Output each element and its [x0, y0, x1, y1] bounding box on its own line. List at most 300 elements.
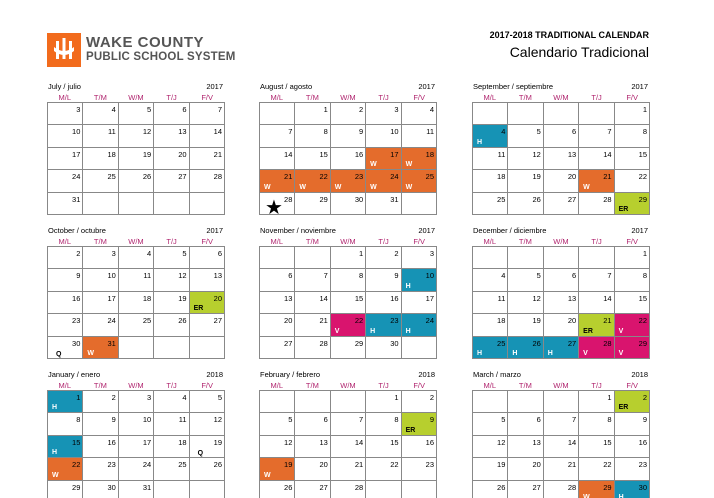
day-number: 15 — [638, 149, 647, 159]
day-cell — [330, 291, 365, 313]
weekday-label: W/M — [128, 381, 144, 390]
day-number: 19 — [178, 293, 187, 303]
weekday-label: T/J — [591, 381, 602, 390]
day-number: 27 — [567, 194, 577, 204]
day-type-label: H — [405, 282, 411, 290]
day-cell — [118, 314, 153, 336]
day-type-label: H — [477, 349, 483, 357]
day-number: 17 — [72, 149, 81, 159]
day-cell — [330, 480, 365, 498]
week-row — [473, 192, 650, 214]
weekday-label: F/V — [413, 93, 425, 102]
day-number: 15 — [390, 437, 399, 447]
day-number: 13 — [284, 293, 293, 303]
day-type-label: H — [618, 493, 624, 498]
day-cell — [614, 269, 649, 291]
day-number: 5 — [536, 271, 541, 281]
day-type-label: H — [52, 449, 58, 457]
day-number: 10 — [425, 271, 434, 281]
month-name: March / marzo — [473, 370, 521, 379]
day-cell — [295, 147, 330, 169]
weekday-header — [259, 381, 437, 390]
week-row — [48, 170, 225, 192]
weekday-label: W/M — [553, 93, 569, 102]
day-cell — [118, 336, 153, 358]
day-number: 26 — [532, 338, 541, 348]
month-block — [47, 226, 225, 359]
weekday-header — [259, 93, 437, 102]
day-number: 19 — [532, 172, 541, 182]
day-cell — [154, 291, 189, 313]
week-row — [48, 458, 225, 480]
day-number: 21 — [284, 172, 293, 182]
day-cell — [473, 192, 508, 214]
day-number: 3 — [394, 105, 399, 114]
day-cell — [543, 391, 578, 413]
day-number: 7 — [288, 127, 293, 137]
day-cell — [473, 170, 508, 192]
week-row — [473, 336, 650, 358]
day-cell — [401, 103, 436, 125]
month-block — [259, 226, 437, 359]
day-number: 4 — [147, 249, 152, 258]
day-cell — [330, 247, 365, 269]
day-number: 20 — [567, 172, 577, 182]
day-cell — [330, 192, 365, 214]
day-number: 20 — [532, 460, 541, 470]
day-cell — [48, 103, 83, 125]
day-cell — [473, 125, 508, 147]
weekday-label: T/M — [93, 93, 107, 102]
day-cell — [189, 336, 224, 358]
calendar-title: 2017-2018 TRADITIONAL CALENDAR — [489, 30, 649, 40]
day-number: 20 — [178, 149, 187, 159]
day-cell — [330, 269, 365, 291]
day-cell — [154, 480, 189, 498]
weekday-label: M/L — [483, 237, 497, 246]
weekday-header — [472, 381, 650, 390]
day-cell — [508, 314, 543, 336]
month-block — [47, 370, 225, 498]
day-cell — [614, 413, 649, 435]
day-number: 26 — [532, 194, 541, 204]
day-number: 25 — [497, 194, 506, 204]
day-cell — [401, 480, 436, 498]
day-type-label: W — [299, 183, 306, 191]
day-number: 29 — [354, 338, 364, 348]
day-number: 27 — [213, 316, 222, 326]
day-cell — [154, 391, 189, 413]
day-number: 28 — [354, 482, 364, 492]
day-cell — [154, 170, 189, 192]
day-cell — [473, 413, 508, 435]
day-number: 8 — [642, 127, 647, 137]
weekday-label: T/J — [591, 93, 602, 102]
day-type-label: H — [405, 327, 411, 335]
day-cell — [579, 103, 614, 125]
day-number: 9 — [111, 415, 116, 425]
day-number: 3 — [76, 105, 81, 114]
day-cell — [330, 125, 365, 147]
day-cell — [295, 291, 330, 313]
day-number: 26 — [284, 482, 293, 492]
day-cell — [189, 170, 224, 192]
week-row — [48, 291, 225, 313]
day-type-label: ER — [618, 404, 629, 412]
day-number: 13 — [567, 149, 577, 159]
day-cell — [48, 147, 83, 169]
day-number: 27 — [178, 172, 187, 182]
day-cell — [579, 314, 614, 336]
day-number: 13 — [213, 271, 222, 281]
week-row — [473, 247, 650, 269]
day-number: 25 — [178, 460, 187, 470]
day-number: 21 — [213, 149, 222, 159]
month-year: 2017 — [631, 226, 648, 235]
day-cell — [508, 192, 543, 214]
day-number: 15 — [72, 437, 81, 447]
day-cell — [543, 170, 578, 192]
day-number: 12 — [532, 293, 541, 303]
day-number: 26 — [178, 316, 187, 326]
day-cell — [401, 269, 436, 291]
day-cell — [83, 480, 118, 498]
day-number: 6 — [288, 271, 293, 281]
day-number: 18 — [425, 149, 434, 159]
day-cell — [189, 192, 224, 214]
day-number: 6 — [536, 415, 541, 425]
day-cell — [366, 170, 401, 192]
day-number: 3 — [111, 249, 116, 258]
day-cell — [366, 125, 401, 147]
weekday-label: T/M — [518, 381, 532, 390]
month-table — [47, 390, 225, 498]
day-number: 14 — [354, 437, 364, 447]
day-cell — [366, 336, 401, 358]
week-row — [48, 480, 225, 498]
day-number: 20 — [319, 460, 328, 470]
day-number: 11 — [426, 127, 434, 137]
weekday-label: T/M — [305, 93, 319, 102]
day-number: 1 — [359, 249, 364, 258]
day-number: 21 — [354, 460, 364, 470]
day-type-label: V — [334, 327, 340, 335]
day-cell — [614, 125, 649, 147]
day-number: 16 — [354, 149, 364, 159]
month-table — [47, 246, 225, 359]
day-cell — [614, 291, 649, 313]
day-cell — [614, 103, 649, 125]
day-number: 11 — [143, 271, 152, 281]
day-number: 2 — [394, 249, 399, 258]
day-cell — [189, 458, 224, 480]
day-cell — [260, 247, 295, 269]
day-cell — [189, 103, 224, 125]
day-number: 15 — [603, 437, 612, 447]
day-cell — [579, 391, 614, 413]
weekday-header — [259, 237, 437, 246]
day-cell — [366, 269, 401, 291]
day-number: 7 — [323, 271, 328, 281]
day-cell — [543, 247, 578, 269]
day-cell — [473, 480, 508, 498]
day-cell — [330, 435, 365, 457]
day-number: 5 — [147, 105, 152, 114]
day-cell — [118, 247, 153, 269]
day-number: 23 — [107, 460, 116, 470]
day-cell — [83, 458, 118, 480]
day-cell — [260, 336, 295, 358]
day-cell — [118, 391, 153, 413]
calendar-subtitle: Calendario Tradicional — [509, 44, 649, 60]
day-number: 4 — [501, 127, 506, 137]
day-number: 18 — [107, 149, 116, 159]
day-cell — [508, 170, 543, 192]
day-number: 7 — [572, 415, 577, 425]
week-row — [260, 291, 437, 313]
weekday-header — [47, 93, 225, 102]
day-number: 5 — [182, 249, 187, 258]
weekday-label: W/M — [340, 237, 356, 246]
week-row — [260, 336, 437, 358]
day-cell — [473, 291, 508, 313]
week-row — [48, 192, 225, 214]
day-number: 29 — [72, 482, 81, 492]
day-number: 14 — [603, 149, 612, 159]
day-number: 24 — [390, 172, 399, 182]
day-cell — [295, 336, 330, 358]
day-number: 20 — [567, 316, 577, 326]
weekday-label: W/M — [340, 381, 356, 390]
day-cell — [154, 336, 189, 358]
week-row — [48, 247, 225, 269]
day-type-label: ER — [193, 305, 204, 313]
month-header — [47, 226, 225, 237]
week-row — [260, 170, 437, 192]
day-cell — [366, 314, 401, 336]
day-type-label: W — [405, 183, 413, 191]
day-cell — [154, 413, 189, 435]
day-cell — [295, 192, 330, 214]
day-cell — [154, 247, 189, 269]
day-number: 19 — [213, 437, 222, 447]
week-row — [260, 192, 437, 214]
day-number: 18 — [497, 316, 506, 326]
day-cell — [366, 291, 401, 313]
day-cell — [579, 247, 614, 269]
month-header — [259, 370, 437, 381]
day-number: 12 — [142, 127, 152, 137]
day-type-label: V — [583, 349, 588, 357]
day-number: 15 — [354, 293, 364, 303]
day-number: 27 — [532, 482, 541, 492]
day-cell — [543, 314, 578, 336]
weekday-label: M/L — [270, 381, 284, 390]
day-cell — [614, 480, 649, 498]
day-number: 9 — [394, 271, 399, 281]
week-row — [260, 147, 437, 169]
day-number: 1 — [642, 105, 647, 114]
day-number: 3 — [429, 249, 434, 258]
day-type-label: ER — [618, 205, 629, 213]
month-header — [259, 226, 437, 237]
month-year: 2018 — [631, 370, 648, 379]
day-number: 11 — [497, 149, 506, 159]
day-cell — [508, 269, 543, 291]
day-cell — [48, 291, 83, 313]
day-number: 31 — [142, 482, 152, 492]
day-number: 11 — [107, 127, 116, 137]
day-number: 28 — [213, 172, 222, 182]
day-cell — [579, 170, 614, 192]
day-number: 21 — [567, 460, 577, 470]
month-header — [472, 226, 650, 237]
day-number: 5 — [536, 127, 541, 137]
day-number: 17 — [142, 437, 152, 447]
day-type-label: W — [52, 471, 59, 479]
day-cell — [614, 435, 649, 457]
weekday-label: T/M — [305, 237, 319, 246]
day-cell — [260, 170, 295, 192]
day-number: 19 — [142, 149, 152, 159]
week-row — [473, 480, 650, 498]
day-cell — [118, 192, 153, 214]
weekday-label: T/M — [518, 93, 532, 102]
day-cell — [473, 147, 508, 169]
day-cell — [118, 480, 153, 498]
day-cell — [260, 192, 295, 219]
day-type-label: H — [547, 349, 553, 357]
day-number: 16 — [72, 293, 81, 303]
day-cell — [189, 413, 224, 435]
week-row — [473, 314, 650, 336]
day-cell — [366, 103, 401, 125]
day-cell — [401, 336, 436, 358]
day-cell — [543, 125, 578, 147]
day-number: 27 — [567, 338, 577, 348]
day-number: 6 — [572, 127, 577, 137]
day-cell — [401, 435, 436, 457]
day-cell — [154, 458, 189, 480]
day-number: 24 — [107, 316, 116, 326]
week-row — [473, 435, 650, 457]
day-number: 30 — [390, 338, 399, 348]
weekday-label: W/M — [128, 237, 144, 246]
day-cell — [48, 413, 83, 435]
day-number: 14 — [284, 149, 293, 159]
month-table — [472, 246, 650, 359]
day-cell — [260, 103, 295, 125]
day-type-label: V — [618, 327, 624, 335]
day-type-label: H — [52, 404, 58, 412]
day-cell — [189, 314, 224, 336]
day-number: 21 — [603, 172, 612, 182]
week-row — [260, 413, 437, 435]
weekday-label: M/L — [483, 381, 497, 390]
day-cell — [260, 269, 295, 291]
day-cell — [118, 413, 153, 435]
week-row — [48, 314, 225, 336]
day-cell — [614, 314, 649, 336]
month-name: July / julio — [48, 82, 81, 91]
day-cell — [48, 269, 83, 291]
day-cell — [401, 170, 436, 192]
day-cell — [260, 291, 295, 313]
day-number: 4 — [182, 393, 187, 402]
wcpss-logo — [47, 33, 247, 69]
day-number: 9 — [76, 271, 81, 281]
day-cell — [260, 435, 295, 457]
day-cell — [508, 125, 543, 147]
day-cell — [508, 291, 543, 313]
month-block — [47, 82, 225, 215]
day-type-label: H — [477, 138, 483, 146]
weekday-label: F/V — [413, 237, 425, 246]
week-row — [473, 125, 650, 147]
day-number: 28 — [284, 194, 293, 204]
day-number: 29 — [603, 482, 612, 492]
day-number: 12 — [213, 415, 222, 425]
day-cell — [579, 147, 614, 169]
week-row — [473, 147, 650, 169]
day-cell — [295, 103, 330, 125]
day-number: 14 — [213, 127, 222, 137]
month-block — [259, 370, 437, 498]
day-cell — [295, 314, 330, 336]
week-row — [48, 413, 225, 435]
logo-icon — [47, 33, 81, 67]
day-cell — [473, 269, 508, 291]
week-row — [260, 125, 437, 147]
week-row — [260, 458, 437, 480]
day-cell — [508, 435, 543, 457]
day-cell — [154, 314, 189, 336]
day-cell — [83, 413, 118, 435]
day-number: 28 — [603, 194, 612, 204]
day-cell — [614, 147, 649, 169]
week-row — [48, 103, 225, 125]
day-number: 6 — [182, 105, 187, 114]
week-row — [473, 269, 650, 291]
day-cell — [295, 391, 330, 413]
weekday-label: M/L — [58, 93, 72, 102]
day-cell — [83, 170, 118, 192]
month-year: 2017 — [631, 82, 648, 91]
weekday-label: M/L — [58, 381, 72, 390]
day-cell — [189, 147, 224, 169]
day-cell — [330, 458, 365, 480]
logo-line1: WAKE COUNTY — [86, 34, 204, 51]
day-cell — [330, 103, 365, 125]
day-cell — [295, 125, 330, 147]
day-number: 14 — [567, 437, 577, 447]
month-table — [47, 102, 225, 215]
day-cell — [295, 269, 330, 291]
day-number: 22 — [72, 460, 81, 470]
day-number: 18 — [178, 437, 187, 447]
month-name: October / octubre — [48, 226, 106, 235]
day-cell — [118, 435, 153, 457]
week-row — [260, 103, 437, 125]
day-cell — [401, 192, 436, 214]
day-number: 4 — [501, 271, 506, 281]
day-number: 7 — [359, 415, 364, 425]
weekday-label: M/L — [58, 237, 72, 246]
day-number: 3 — [147, 393, 152, 402]
day-cell — [508, 103, 543, 125]
week-row — [48, 336, 225, 358]
day-number: 5 — [217, 393, 222, 402]
